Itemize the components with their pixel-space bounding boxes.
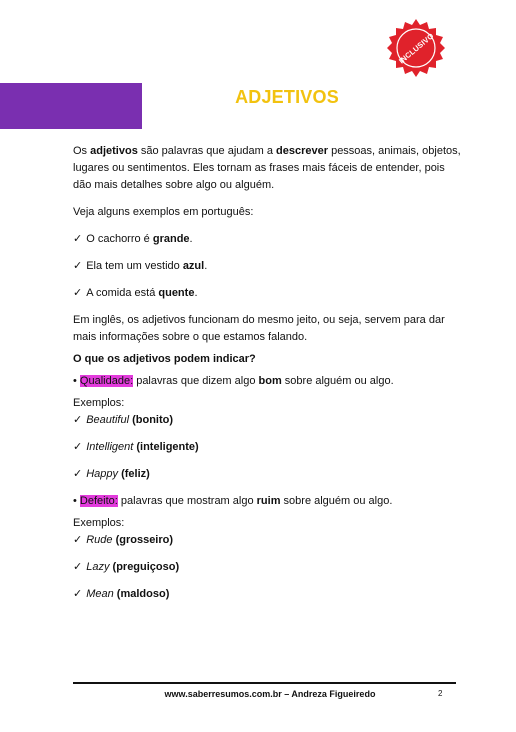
english-word: Happy — [86, 468, 119, 480]
intro-text: pessoas, animais, objetos, lugares ou sentimentos. Eles tornam as frases mais fáceis de entender, pois dão mais detalhes sobre algo ou alguém. — [73, 145, 461, 191]
portuguese-translation: (grosseiro) — [112, 534, 174, 546]
defeito-examples-label: Exemplos: — [73, 517, 125, 529]
portuguese-translation: (maldoso) — [113, 588, 170, 600]
example-text: Ela tem um vestido — [86, 260, 183, 272]
check-icon: ✓ — [73, 561, 83, 573]
inclusivo-badge — [386, 18, 446, 78]
defeito-highlight: Defeito: — [79, 495, 118, 507]
qualidade-definition — [73, 373, 463, 390]
pt-example-2 — [73, 258, 463, 275]
examples-intro: Veja alguns exemplos em português: — [73, 206, 254, 218]
english-word: Mean — [86, 588, 114, 600]
qualidade-examples-label: Exemplos: — [73, 397, 125, 409]
intro-paragraph — [73, 143, 463, 194]
portuguese-translation: (bonito) — [129, 414, 174, 426]
intro-text: são palavras que ajudam a — [137, 145, 277, 157]
check-icon: ✓ — [73, 414, 83, 426]
intro-text: Os — [73, 145, 91, 157]
example-text: . — [194, 287, 198, 299]
check-icon: ✓ — [73, 588, 83, 600]
check-icon: ✓ — [73, 260, 83, 272]
portuguese-translation: (preguiçoso) — [109, 561, 180, 573]
footer-credit: www.saberresumos.com.br – Andreza Figueiredo — [164, 689, 376, 699]
example-text: O cachorro é — [86, 233, 153, 245]
portuguese-translation: (feliz) — [118, 468, 150, 480]
pt-example-1 — [73, 231, 463, 248]
page-number: 2 — [438, 689, 443, 698]
intro-bold-adjetivos: adjetivos — [90, 145, 138, 157]
example-text: A comida está — [86, 287, 159, 299]
qualidade-highlight: Qualidade: — [79, 375, 134, 387]
page-title: ADJETIVOS — [235, 87, 339, 107]
header-accent-bar — [0, 83, 142, 129]
example-text: . — [189, 233, 193, 245]
english-word: Rude — [86, 534, 113, 546]
bullet-icon: • — [73, 375, 77, 387]
example-text: . — [204, 260, 208, 272]
badge-label: INCLUSIVO — [396, 30, 436, 66]
english-word: Lazy — [86, 561, 110, 573]
check-icon: ✓ — [73, 468, 83, 480]
qualidade-example-1 — [73, 412, 463, 429]
definition-bold: ruim — [256, 495, 281, 507]
english-word: Beautiful — [86, 414, 130, 426]
defeito-example-1 — [73, 532, 463, 549]
definition-text: palavras que dizem algo — [133, 375, 259, 387]
definition-text: sobre alguém ou algo. — [280, 495, 393, 507]
english-word: Intelligent — [86, 441, 134, 453]
check-icon: ✓ — [73, 287, 83, 299]
footer-divider — [73, 682, 456, 684]
bullet-icon: • — [73, 495, 77, 507]
defeito-example-3 — [73, 586, 463, 603]
check-icon: ✓ — [73, 441, 83, 453]
english-note: Em inglês, os adjetivos funcionam do mesmo jeito, ou seja, servem para dar mais informações sobre o que estamos falando. — [73, 314, 445, 343]
defeito-definition — [73, 493, 463, 510]
example-bold: quente — [158, 287, 195, 299]
intro-bold-descrever: descrever — [276, 145, 329, 157]
example-bold: azul — [182, 260, 205, 272]
check-icon: ✓ — [73, 233, 83, 245]
definition-text: palavras que mostram algo — [117, 495, 257, 507]
definition-text: sobre alguém ou algo. — [281, 375, 394, 387]
qualidade-example-2 — [73, 439, 463, 456]
example-bold: grande — [152, 233, 190, 245]
defeito-example-2 — [73, 559, 463, 576]
check-icon: ✓ — [73, 534, 83, 546]
portuguese-translation: (inteligente) — [133, 441, 199, 453]
main-content — [73, 143, 463, 603]
pt-example-3 — [73, 285, 463, 302]
section-question — [73, 351, 463, 368]
definition-bold: bom — [258, 375, 282, 387]
qualidade-example-3 — [73, 466, 463, 483]
question-text: O que os adjetivos podem indicar? — [73, 353, 256, 365]
